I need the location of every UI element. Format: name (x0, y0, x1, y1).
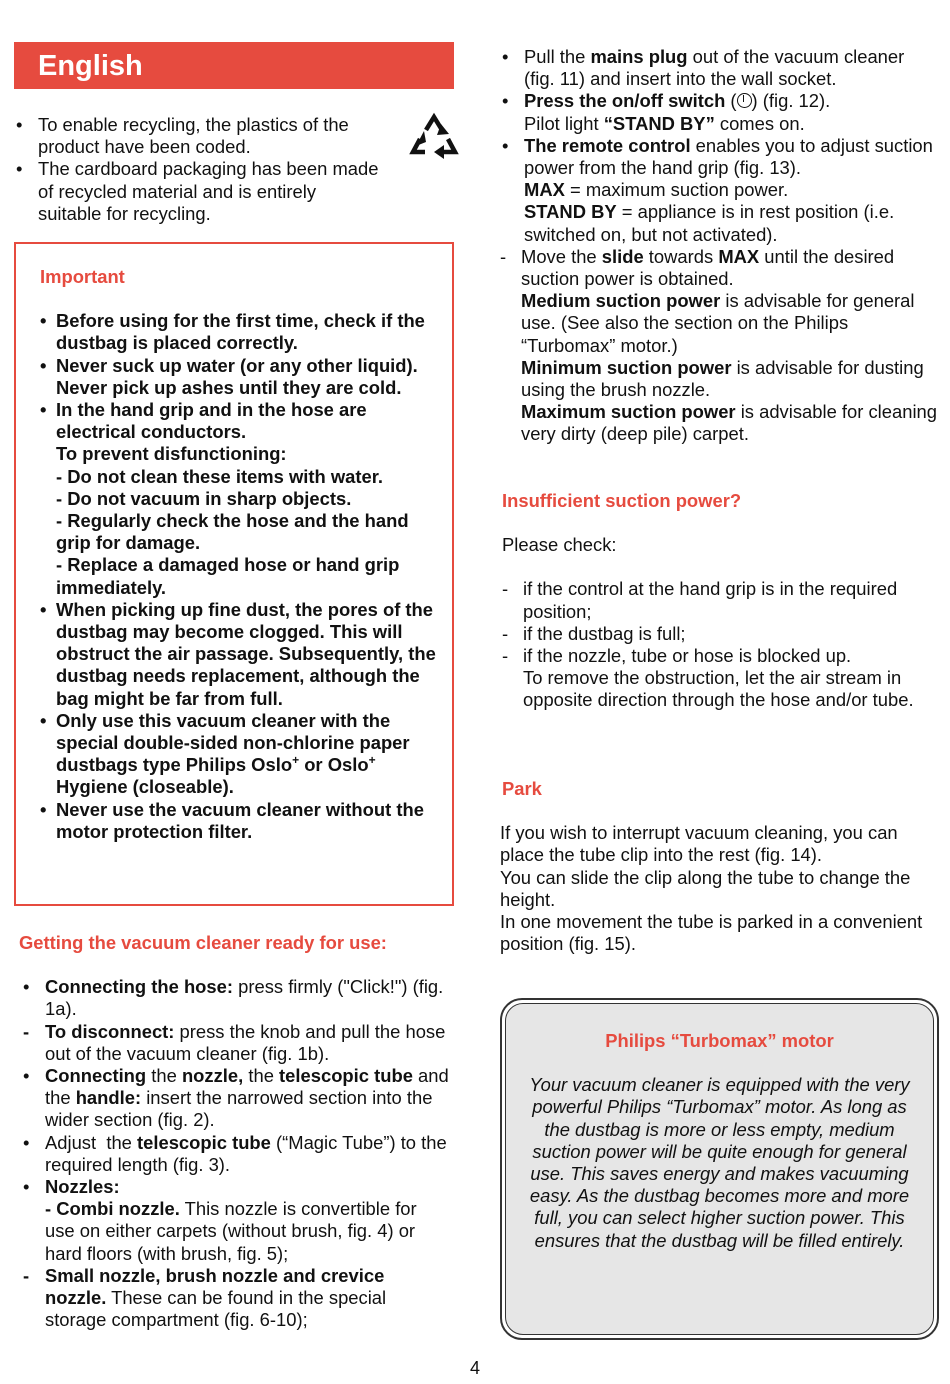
important-title: Important (40, 266, 125, 287)
list-item-text: press firmly ("Click!") (fig. 1a). (45, 976, 444, 1020)
bold-label: mains plug (590, 46, 688, 67)
list-item-text: enables you to adjust suction power from the hand grip (fig. 13). (524, 134, 933, 179)
list-item-text: out of the vacuum cleaner (fig. 11) and insert into the wall socket. (524, 46, 905, 90)
bullet-marker: • (16, 114, 23, 135)
ready-title: Getting the vacuum cleaner ready for use: (19, 932, 387, 953)
bullet-marker: • (502, 90, 509, 112)
list-item (502, 623, 942, 645)
bold-label: The remote control (524, 134, 691, 156)
list-item-text: comes on. (714, 112, 805, 134)
list-item-subline (524, 201, 940, 245)
bold-label: Press the on/off switch (524, 90, 726, 112)
list-item (500, 90, 940, 134)
bold-label: To disconnect: (45, 1020, 175, 1042)
list-item-text: These can be found in the special storage compartment (fig. 6-10); (45, 1287, 387, 1331)
list-item (40, 310, 438, 354)
list-item-text: - Do not vacuum in sharp objects. (56, 487, 352, 509)
list-item-subline (521, 357, 940, 401)
dash-marker: - (500, 245, 507, 267)
bullet-marker: • (16, 158, 23, 180)
list-item-subline (521, 401, 940, 445)
power-icon (737, 93, 752, 108)
list-item-text: is advisable for cleaning very dirty (deep pile) carpet. (521, 401, 937, 445)
bold-label: Medium suction power (521, 290, 721, 312)
list-item (19, 1176, 449, 1265)
bullet-marker: • (40, 709, 47, 731)
bold-label: - Combi nozzle. (45, 1198, 180, 1220)
dash-marker: - (502, 645, 509, 667)
list-item (40, 710, 438, 799)
list-item (500, 246, 940, 446)
bullet-marker: • (40, 354, 47, 376)
dash-marker: - (502, 622, 509, 644)
bold-label: telescopic tube (279, 1065, 413, 1087)
park-text: You can slide the clip along the tube to change the height. (500, 866, 911, 910)
list-item-text: This nozzle is convertible for use on either carpets (without brush, fig. 4) or hard floors (with brush, fig. 5); (45, 1198, 417, 1264)
list-item (40, 399, 438, 599)
recycling-list (14, 114, 384, 225)
turbomax-box (500, 998, 939, 1340)
list-item-text: - Do not clean these items with water. (56, 465, 384, 487)
list-item-text: In the hand grip and in the hose are electrical conductors. (56, 399, 367, 443)
list-item-text: is advisable for dusting using the brush nozzle. (521, 356, 924, 401)
list-item-text: press the knob and pull the hose out of the vacuum cleaner (fig. 1b). (45, 1020, 446, 1064)
bold-label: “STAND BY” (603, 112, 715, 134)
park-section (500, 778, 940, 955)
page-number: 4 (470, 1358, 481, 1378)
bold-label: handle: (75, 1087, 142, 1109)
list-item-text: The cardboard packaging has been made of recycled material and is entirely suitable for recycling. (38, 158, 379, 224)
list-item-text: To remove the obstruction, let the air stream in opposite direction through the hose and/or tube. (523, 667, 914, 711)
list-item-subline (524, 113, 940, 135)
list-item (502, 578, 942, 622)
bold-label: slide (601, 245, 644, 267)
bullet-marker: • (23, 1176, 30, 1198)
park-text: In one movement the tube is parked in a convenient position (fig. 15). (500, 911, 923, 955)
list-item-text: ) (fig. 12). (751, 90, 831, 112)
list-item-text: When picking up fine dust, the pores of the dustbag may become clogged. This will obstruct the air passage. Subsequently, the dustbag needs replacement, although the bag might be far from full. (56, 598, 436, 709)
list-item (500, 46, 940, 90)
ready-list (19, 976, 449, 1331)
ready-section (19, 932, 449, 1331)
language-header: English (14, 42, 454, 89)
list-item-text: - Regularly check the hose and the hand grip for damage. (56, 510, 409, 554)
list-item (14, 158, 384, 225)
operation-list (500, 46, 940, 446)
list-item-text: Only use this vacuum cleaner with the special double-sided non-chlorine paper dustbags type Philips Oslo (56, 709, 410, 776)
list-item-text: To prevent disfunctioning: (56, 443, 287, 465)
bullet-marker: • (23, 976, 30, 998)
turbomax-title: Philips “Turbomax” motor (605, 1030, 834, 1051)
bold-label: Nozzles: (45, 1176, 120, 1198)
list-item-text: Never use the vacuum cleaner without the motor protection filter. (56, 798, 424, 842)
important-box (14, 242, 454, 906)
list-item-text: the (146, 1065, 182, 1087)
list-item (19, 1065, 449, 1132)
recycle-icon (404, 108, 464, 168)
list-item-text: - Replace a damaged hose or hand grip immediately. (56, 554, 400, 598)
bullet-marker: • (23, 1131, 30, 1153)
list-item (19, 1132, 449, 1176)
bullet-marker: • (40, 399, 47, 421)
list-item-text: until the desired suction power is obtained. (521, 245, 895, 290)
bold-label: Connecting (45, 1065, 147, 1087)
list-item-text: Never suck up water (or any other liquid). Never pick up ashes until they are cold. (56, 354, 418, 398)
bold-label: MAX (524, 179, 565, 201)
list-item-text: if the control at the hand grip is in the required position; (523, 578, 898, 622)
list-item-text: ( (725, 90, 737, 112)
list-item-text: = appliance is in rest position (i.e. switched on, but not activated). (524, 201, 895, 245)
bullet-marker: • (23, 1065, 30, 1087)
list-item (14, 114, 384, 158)
bullet-marker: • (40, 310, 47, 332)
list-item-text: Pilot light (524, 112, 604, 134)
list-item-text: Adjust the (45, 1131, 138, 1153)
list-item-text: the (243, 1065, 280, 1087)
list-item (502, 645, 942, 712)
park-text: If you wish to interrupt vacuum cleaning, you can place the tube clip into the rest (fig. 14). (500, 822, 898, 866)
left-column (14, 42, 454, 1331)
bold-label: Minimum suction power (521, 356, 732, 378)
list-item-text: towards (643, 245, 719, 267)
list-item-subline (521, 290, 940, 357)
plus-superscript: + (292, 753, 300, 768)
list-item-text: Pull the (524, 46, 591, 67)
turbomax-text: Your vacuum cleaner is equipped with the very powerful Philips “Turbomax” motor. As long as the dustbag is more or less empty, medium suction power will be quite enough for general use. This saves energy and makes vacuuming easy. As the dustbag becomes more and more full, you can select higher suction power. This ensures that the dustbag will be filled entirely. (529, 1074, 910, 1251)
bullet-marker: • (40, 598, 47, 620)
list-item (19, 1021, 449, 1065)
turbomax-box-inner (505, 1003, 934, 1335)
bullet-marker: • (40, 798, 47, 820)
list-item-text: insert the narrowed section into the wider section (fig. 2). (45, 1087, 433, 1131)
bullet-marker: • (502, 134, 509, 156)
list-item-text: To enable recycling, the plastics of the product have been coded. (38, 114, 349, 158)
bold-label: Connecting the hose: (45, 976, 233, 998)
bold-label: telescopic tube (137, 1131, 271, 1153)
list-item (500, 135, 940, 246)
bullet-marker: • (502, 46, 509, 67)
list-item (19, 1265, 449, 1332)
list-item-text: if the nozzle, tube or hose is blocked up. (523, 645, 852, 667)
bold-label: MAX (718, 245, 760, 267)
list-item-text: Hygiene (closeable). (56, 776, 234, 798)
bold-label: Small nozzle, brush nozzle and crevice nozzle. (45, 1264, 385, 1309)
bold-label: Maximum suction power (521, 401, 736, 423)
right-column (500, 46, 940, 1251)
list-item (40, 799, 438, 843)
list-item (40, 599, 438, 710)
list-item-text: and the (45, 1065, 449, 1109)
list-item-subline (524, 179, 940, 201)
list-item-text: (“Magic Tube”) to the required length (fig. 3). (45, 1131, 447, 1175)
list-item (19, 976, 449, 1020)
insufficient-intro: Please check: (502, 534, 617, 556)
park-title: Park (502, 778, 542, 799)
check-list (502, 578, 942, 711)
list-item-text: is advisable for general use. (See also the section on the Philips “Turbomax” motor.) (521, 290, 915, 356)
bold-label: nozzle, (181, 1065, 244, 1087)
dash-marker: - (502, 578, 509, 600)
list-item-text: Move the (521, 245, 602, 267)
list-item (40, 355, 438, 399)
list-item-text: or Oslo (299, 754, 369, 776)
insufficient-title: Insufficient suction power? (502, 490, 742, 511)
insufficient-section (502, 490, 942, 712)
dash-marker: - (23, 1020, 30, 1042)
list-item-text: Before using for the first time, check if the dustbag is placed correctly. (56, 310, 425, 354)
dash-marker: - (23, 1264, 30, 1286)
plus-superscript: + (368, 753, 376, 768)
list-item-text: if the dustbag is full; (523, 622, 686, 644)
important-list (40, 310, 438, 843)
list-item-text: = maximum suction power. (564, 179, 789, 201)
bold-label: STAND BY (524, 201, 617, 223)
